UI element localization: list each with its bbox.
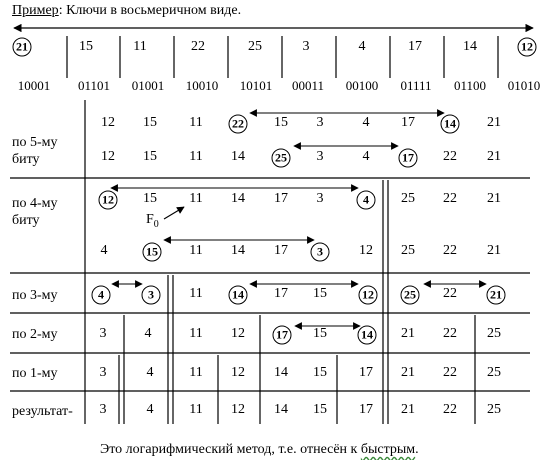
- row-value: 3: [99, 365, 107, 380]
- row-value: 17: [359, 402, 373, 417]
- row-value: 14: [231, 243, 245, 258]
- row-value: 4: [100, 243, 108, 258]
- row-label-bit5-line2: биту: [12, 152, 40, 167]
- top-key: 17: [408, 39, 422, 54]
- row-value: 22: [443, 243, 457, 258]
- row-value: 11: [189, 326, 203, 341]
- row-value: 25: [401, 243, 415, 258]
- row-value: 25: [487, 365, 501, 380]
- row-value: 17: [274, 191, 288, 206]
- row-value: 12: [231, 365, 245, 380]
- footer-text: Это логарифмический метод, т.е. отнесён к: [100, 442, 361, 457]
- circled-value: 21: [487, 286, 506, 305]
- circled-value: 12: [99, 191, 118, 210]
- row-value: 17: [274, 243, 288, 258]
- row-value: 22: [443, 149, 457, 164]
- circled-value: 3: [142, 286, 161, 305]
- row-value: 15: [313, 365, 327, 380]
- row-value: 12: [231, 402, 245, 417]
- row-value: 4: [146, 402, 154, 417]
- top-key-circled: 12: [518, 38, 537, 57]
- row-label-bit5: по 5-му: [12, 135, 58, 150]
- top-binary: 10001: [17, 78, 51, 93]
- row-value: 21: [487, 115, 501, 130]
- row-value: 11: [189, 115, 203, 130]
- top-key: 4: [358, 39, 366, 54]
- top-binary: 01101: [77, 78, 111, 93]
- top-binary: 00100: [345, 78, 379, 93]
- top-binary: 01001: [131, 78, 165, 93]
- circled-value: 3: [311, 243, 330, 262]
- circled-value: 25: [401, 286, 420, 305]
- circled-value: 17: [399, 149, 418, 168]
- example-description: : Ключи в восьмеричном виде.: [58, 3, 242, 18]
- row-value: 4: [362, 115, 370, 130]
- row-value: 11: [189, 191, 203, 206]
- row-value: 22: [443, 191, 457, 206]
- row-value: 11: [189, 243, 203, 258]
- row-value: 15: [313, 326, 327, 341]
- row-value: 22: [443, 365, 457, 380]
- row-value: 4: [146, 365, 154, 380]
- circled-value: 12: [359, 286, 378, 305]
- top-key: 22: [191, 39, 205, 54]
- top-key-circled: 21: [13, 38, 32, 57]
- row-value: 22: [443, 326, 457, 341]
- row-value: 11: [189, 149, 203, 164]
- top-binary: 10010: [185, 78, 219, 93]
- circled-value: 4: [92, 286, 111, 305]
- circled-value: 14: [358, 326, 377, 345]
- row-value: 12: [359, 243, 373, 258]
- row-value: 11: [189, 365, 203, 380]
- row-value: 21: [401, 365, 415, 380]
- row-value: 12: [231, 326, 245, 341]
- top-key: 3: [302, 39, 310, 54]
- row-label-bit4-line2: биту: [12, 213, 40, 228]
- row-value: 14: [231, 149, 245, 164]
- circled-value: 17: [273, 326, 292, 345]
- footer-highlight: быстрым: [360, 442, 416, 457]
- row-value: 21: [487, 149, 501, 164]
- row-value: 15: [313, 402, 327, 417]
- top-key: 11: [133, 39, 147, 54]
- top-key: 25: [248, 39, 262, 54]
- circled-value: 25: [272, 149, 291, 168]
- row-value: 3: [316, 191, 324, 206]
- row-value: 21: [487, 191, 501, 206]
- row-value: 17: [401, 115, 415, 130]
- row-value: 12: [101, 115, 115, 130]
- row-value: 3: [99, 402, 107, 417]
- pointer-label-sub: 0: [153, 219, 159, 230]
- pointer-label-main: F: [146, 212, 154, 227]
- row-value: 17: [274, 286, 288, 301]
- row-value: 17: [359, 365, 373, 380]
- row-value: 3: [99, 326, 107, 341]
- row-value: 25: [401, 191, 415, 206]
- example-label: Пример: [12, 3, 59, 18]
- top-binary: 10101: [239, 78, 273, 93]
- row-value: 25: [487, 402, 501, 417]
- row-value: 15: [143, 191, 157, 206]
- top-binary: 01100: [453, 78, 487, 93]
- row-value: 14: [274, 365, 288, 380]
- row-value: 15: [313, 286, 327, 301]
- circled-value: 15: [143, 243, 162, 262]
- top-key: 15: [79, 39, 93, 54]
- circled-value: 22: [229, 115, 248, 134]
- top-binary: 01010: [507, 78, 541, 93]
- row-label-bit3: по 3-му: [12, 288, 58, 303]
- circled-value: 14: [441, 115, 460, 134]
- row-value: 3: [316, 115, 324, 130]
- row-value: 25: [487, 326, 501, 341]
- row-value: 11: [189, 286, 203, 301]
- row-value: 21: [401, 402, 415, 417]
- row-value: 15: [143, 149, 157, 164]
- row-value: 22: [443, 286, 457, 301]
- row-value: 14: [231, 191, 245, 206]
- pointer-label: [146, 212, 159, 229]
- row-label-bit2: по 2-му: [12, 327, 58, 342]
- circled-value: 14: [229, 286, 248, 305]
- row-value: 14: [274, 402, 288, 417]
- circled-value: 4: [357, 191, 376, 210]
- footer-end: .: [415, 442, 419, 457]
- row-value: 15: [274, 115, 288, 130]
- row-value: 3: [316, 149, 324, 164]
- row-value: 15: [143, 115, 157, 130]
- row-value: 4: [144, 326, 152, 341]
- row-value: 11: [189, 402, 203, 417]
- row-label-bit4: по 4-му: [12, 196, 58, 211]
- footer-note: [100, 442, 419, 458]
- row-value: 4: [362, 149, 370, 164]
- row-value: 12: [101, 149, 115, 164]
- row-value: 21: [487, 243, 501, 258]
- top-binary: 01111: [400, 78, 432, 93]
- top-key: 14: [463, 39, 477, 54]
- row-label-result: результат-: [12, 404, 73, 419]
- row-value: 21: [401, 326, 415, 341]
- row-value: 22: [443, 402, 457, 417]
- top-binary: 00011: [291, 78, 325, 93]
- row-label-bit1: по 1-му: [12, 366, 58, 381]
